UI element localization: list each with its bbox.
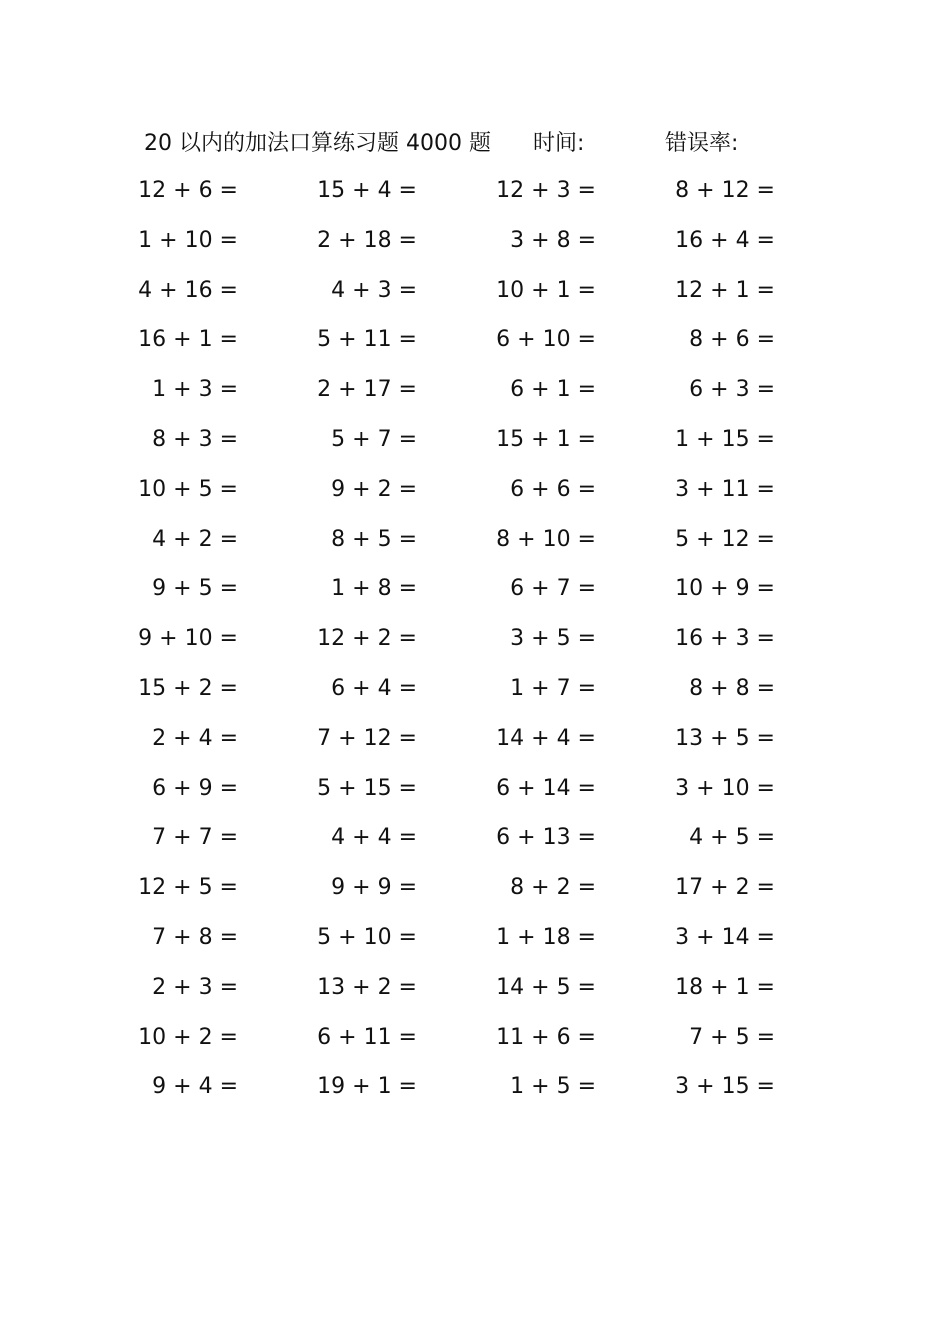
problem-row [0,221,950,271]
addition-problem: 5 + 10 = [317,924,417,950]
addition-problem: 3 + 14 = [675,924,775,950]
addition-problem: 12 + 1 = [675,277,775,303]
addition-problem: 10 + 2 = [138,1024,238,1050]
addition-problem: 2 + 18 = [317,227,417,253]
problem-row [0,520,950,570]
addition-problem: 9 + 4 = [152,1074,238,1100]
addition-problem: 6 + 10 = [496,327,596,353]
addition-problem: 4 + 4 = [331,825,417,851]
addition-problem: 12 + 3 = [496,178,596,203]
addition-problem: 4 + 3 = [331,277,417,303]
problem-grid [0,171,950,1117]
addition-problem: 19 + 1 = [317,1074,417,1100]
problem-row [0,470,950,520]
addition-problem: 1 + 3 = [152,377,238,403]
problem-row [0,420,950,470]
problem-row [0,918,950,968]
problem-row [0,818,950,868]
problem-row [0,320,950,370]
addition-problem: 8 + 12 = [675,178,775,203]
addition-problem: 9 + 9 = [331,875,417,901]
addition-problem: 5 + 7 = [331,426,417,452]
addition-problem: 11 + 6 = [496,1024,596,1050]
addition-problem: 12 + 2 = [317,626,417,652]
addition-problem: 8 + 5 = [331,526,417,552]
addition-problem: 6 + 1 = [510,377,596,403]
addition-problem: 10 + 1 = [496,277,596,303]
addition-problem: 3 + 5 = [510,626,596,652]
addition-problem: 14 + 5 = [496,974,596,1000]
addition-problem: 1 + 15 = [675,426,775,452]
problem-row [0,868,950,918]
worksheet-title: 20 以内的加法口算练习题 4000 题 [144,131,491,156]
addition-problem: 13 + 5 = [675,725,775,751]
addition-problem: 6 + 6 = [510,476,596,502]
addition-problem: 17 + 2 = [675,875,775,901]
addition-problem: 14 + 4 = [496,725,596,751]
addition-problem: 7 + 5 = [689,1024,775,1050]
addition-problem: 4 + 2 = [152,526,238,552]
problem-row [0,719,950,769]
problem-row [0,968,950,1018]
addition-problem: 10 + 9 = [675,576,775,602]
addition-problem: 5 + 12 = [675,526,775,552]
addition-problem: 13 + 2 = [317,974,417,1000]
addition-problem: 12 + 6 = [138,178,238,203]
addition-problem: 7 + 7 = [152,825,238,851]
addition-problem: 1 + 5 = [510,1074,596,1100]
addition-problem: 6 + 11 = [317,1024,417,1050]
addition-problem: 6 + 14 = [496,775,596,801]
addition-problem: 10 + 5 = [138,476,238,502]
addition-problem: 3 + 15 = [675,1074,775,1100]
problem-row [0,271,950,321]
addition-problem: 8 + 8 = [689,675,775,701]
addition-problem: 3 + 11 = [675,476,775,502]
addition-problem: 1 + 18 = [496,924,596,950]
addition-problem: 16 + 4 = [675,227,775,253]
addition-problem: 1 + 8 = [331,576,417,602]
error-rate-label: 错误率: [665,131,739,156]
addition-problem: 8 + 10 = [496,526,596,552]
addition-problem: 5 + 15 = [317,775,417,801]
addition-problem: 16 + 1 = [138,327,238,353]
addition-problem: 15 + 2 = [138,675,238,701]
addition-problem: 6 + 9 = [152,775,238,801]
addition-problem: 9 + 10 = [138,626,238,652]
addition-problem: 6 + 7 = [510,576,596,602]
problem-row [0,619,950,669]
addition-problem: 2 + 3 = [152,974,238,1000]
addition-problem: 1 + 10 = [138,227,238,253]
addition-problem: 12 + 5 = [138,875,238,901]
addition-problem: 7 + 8 = [152,924,238,950]
addition-problem: 15 + 1 = [496,426,596,452]
problem-row [0,769,950,819]
problem-row [0,171,950,221]
addition-problem: 7 + 12 = [317,725,417,751]
problem-row [0,669,950,719]
addition-problem: 3 + 10 = [675,775,775,801]
addition-problem: 4 + 5 = [689,825,775,851]
addition-problem: 5 + 11 = [317,327,417,353]
addition-problem: 16 + 3 = [675,626,775,652]
addition-problem: 18 + 1 = [675,974,775,1000]
addition-problem: 9 + 2 = [331,476,417,502]
worksheet-header [0,124,950,164]
problem-row [0,1067,950,1117]
addition-problem: 6 + 4 = [331,675,417,701]
addition-problem: 15 + 4 = [317,178,417,203]
addition-problem: 8 + 6 = [689,327,775,353]
addition-problem: 6 + 13 = [496,825,596,851]
addition-problem: 4 + 16 = [138,277,238,303]
time-label: 时间: [533,131,585,156]
addition-problem: 2 + 4 = [152,725,238,751]
addition-problem: 1 + 7 = [510,675,596,701]
addition-problem: 6 + 3 = [689,377,775,403]
addition-problem: 2 + 17 = [317,377,417,403]
problem-row [0,370,950,420]
addition-problem: 8 + 3 = [152,426,238,452]
addition-problem: 9 + 5 = [152,576,238,602]
problem-row [0,1018,950,1068]
addition-problem: 3 + 8 = [510,227,596,253]
addition-problem: 8 + 2 = [510,875,596,901]
problem-row [0,569,950,619]
